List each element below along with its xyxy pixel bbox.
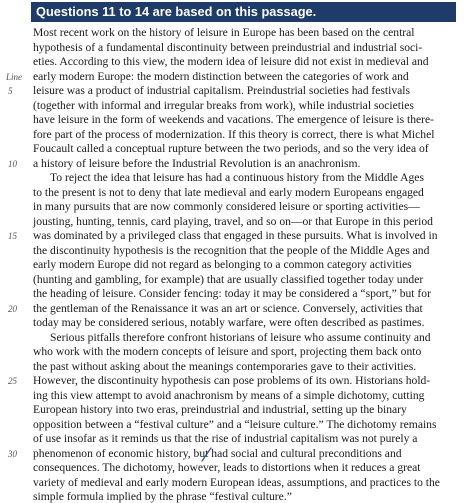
passage-line: phenomenon of economic history, but had social and cultural preconditions and [33,446,402,460]
passage-line: European history into two eras, preindustrial and industrial, setting up the binary [33,403,407,416]
passage-header: Questions 11 to 14 are based on this passage. [31,2,456,22]
pen-mark-icon [199,447,213,463]
passage-line: early modern Europe: the modern distinction between the categories of work and [33,69,409,83]
line-number-5: 5 [8,86,13,96]
passage-line: the heading of leisure. Consider fencing: today it may be considered a “sport,” but for [33,287,431,300]
passage-line: to the present is not to deny that late medieval and early modern Europeans engaged [33,185,424,199]
passage-line: fore part of the process of modernization. If this theory is correct, there is what Michel [33,127,435,141]
passage-line: was dominated by a privileged class that engaged in these pursuits. What is involved in [33,229,438,242]
line-number-20: 20 [8,303,17,314]
passage-line: (together with informal and irregular breaks from work), while industrial societies [33,98,414,112]
passage-line: To reject the idea that leisure has had a continuous history from the Middle Ages [50,171,424,184]
line-number-10: 10 [8,158,17,169]
line-number-25: 25 [8,376,17,386]
passage-line: the discontinuity hypothesis is the recognition that the people of the Middle Ages and [33,243,430,257]
passage-line: who work with the modern concepts of leisure and sport, projecting them back onto [33,345,422,358]
passage-line: eties. According to this view, the modern idea of leisure did not exist in medieval and [33,55,429,68]
passage-line: Foucault called a conceptual rupture between the two periods, and so the very idea of [33,142,429,155]
passage-line: the past without asking about the meanings contemporaries gave to their activities. [33,359,417,373]
passage-line: Serious pitfalls therefore confront historians of leisure who assume continuity and [50,330,431,344]
passage-line: opposition between a “festival culture” and a “leisure culture.” The dichotomy remains [33,417,437,431]
line-number-15: 15 [8,231,17,241]
passage-line: However, the discontinuity hypothesis can pose problems of its own. Historians hold- [33,374,431,387]
passage-line: in many pursuits that are now commonly considered leisure or sporting activities— [33,200,420,213]
line-number-30: 30 [8,448,17,459]
passage-line: jousting, hunting, tennis, card playing, travel, and so on—or that Europe in this period [33,214,433,228]
passage-line: ing this view attempt to avoid anachronism by means of a simple dichotomy, cutting [33,388,425,402]
passage-line: Most recent work on the history of leisure in Europe has been based on the central [33,26,415,39]
passage-line: simple formula implied by the phrase “festival culture.” [33,490,292,503]
line-label: Line [6,71,23,82]
passage-line: the gentleman of the Renaissance it was an art or science. Conversely, activities that [33,301,423,315]
passage-line: early modern Europe did not regard as belonging to a common category activities [33,258,412,271]
passage-line: hypothesis of a fundamental discontinuity between preindustrial and industrial soci- [33,40,423,54]
passage-line: consequences. The dichotomy, however, leads to distortions when it reduces a great [33,461,421,474]
passage-line: today may be considered serious, notably warfare, were often described as pastimes. [33,316,425,329]
passage-line: a history of leisure before the Industrial Revolution is an anachronism. [33,156,361,170]
passage-line: variety of medieval and early modern European ideas, assumptions, and practices to the [33,475,440,489]
passage-line: have leisure in the form of weekends and vacations. The emergence of leisure is there- [33,113,435,126]
passage-line: leisure was a product of industrial capitalism. Preindustrial societies had festivals [33,84,411,97]
passage-line: of use insofar as it reminds us that the rise of industrial capitalism was not purely a [33,432,418,445]
passage-line: (hunting and gambling, for example) that are usually classified together today under [33,272,424,286]
